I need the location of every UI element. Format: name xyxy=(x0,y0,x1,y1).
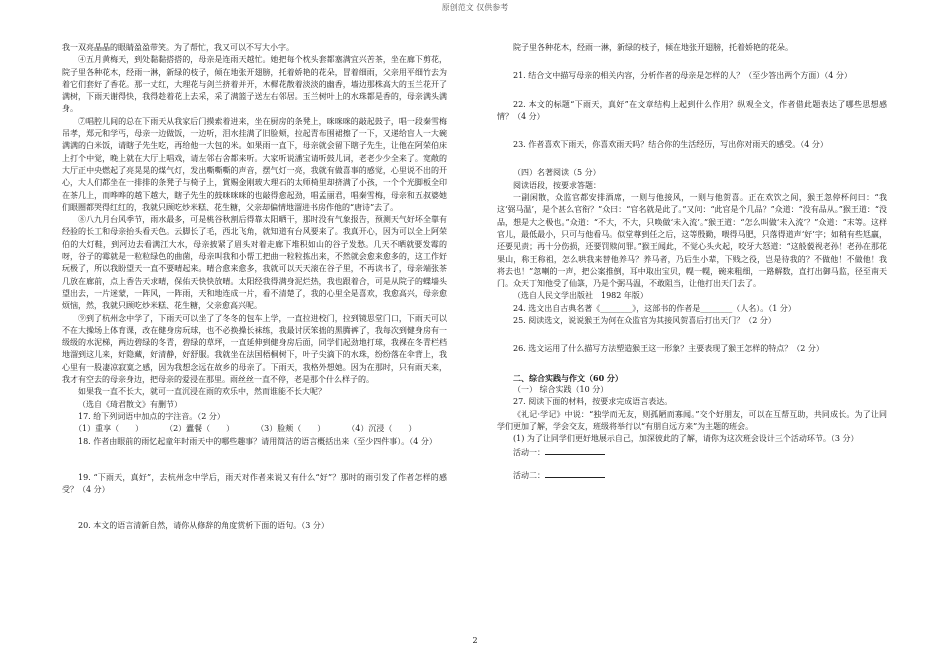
page-header: 原创范文 仅供参考 xyxy=(441,3,509,12)
paragraph-0: 我一双亮晶晶的眼睛盈盈带笑。为了帮忙，我又可以不写大小字。 xyxy=(62,43,294,52)
question-20: 20. 本文的语言清新自然，请你从修辞的角度赏析下面的语句。（3 分） xyxy=(78,521,329,531)
question-18: 18. 作者由眼前的雨忆起童年时雨天中的哪些趣事？请用简洁的语言概括出来（至少四件事）。（4 分） xyxy=(78,436,437,446)
quoted-sentence: 院子里各种花木，经雨一淋，新绿的枝子，倾在地张开翅膀，托着娇艳的花朵。 xyxy=(513,43,793,52)
option-3: （3）脸颊（ ） xyxy=(256,424,326,434)
activity-1 xyxy=(497,445,887,459)
question-17: 17. 给下列词语中加点的字注音。（2 分） xyxy=(78,411,225,421)
activity-1-label: 活动一： xyxy=(513,448,545,458)
activity-2-label: 活动二： xyxy=(513,470,545,480)
activity-2 xyxy=(497,468,887,482)
option-1: （1）重享（ ） xyxy=(74,424,144,434)
question-24: 24. 选文出自古典名著《________》，这部书的作者是________（人名）。（1 分） xyxy=(513,303,796,313)
paragraph-9: ⑨到了杭州念中学了，下雨天可以坐了了冬冬的包车上学，一直拉进校门，拉到镜思堂门口，下雨天可以不在大操场上体育课，改在健身房玩球，也不必换操长袜练，我最讨厌笨拙的黑腾裤了，我每次到健身房有一级级的水泥梯，两边碧绿的冬青，碧绿的草坪，一直延伸到健身房后面，同学们起劲地打球，我裸在冬青栏档地溜到这儿来，好隐藏，好清静，好舒服。我就坐在法国梧桐树下，叶子尖滴下的水珠，纷纷落在伞背上，我心里有一股凄凉寂寞之感，因为我想念远在故乡的母亲了。下雨天，我格外想她。因为在那时，只有雨天来，我才有空去的母亲身边，把母亲的爱浸在那里。雨丝丝一直不停，老是那个什么样子的。 xyxy=(62,313,447,385)
question-27: 27. 阅读下面的材料，按要求完成语言表达。 xyxy=(513,397,673,407)
question-22: 22. 本文的标题“下雨天，真好”在文章结构上起到什么作用？纵观全文，作者借此题表达了哪些思想感情？（4 分） xyxy=(497,99,887,121)
left-column xyxy=(62,42,447,533)
option-4: （4）沉浸（ ） xyxy=(347,424,417,434)
passage-source: （选自人民文学出版社 1982 年版） xyxy=(513,291,648,301)
paragraph-4: ④五月黄梅天，到处黏黏搭搭的，母亲是连雨天越忙。她把每个枕头套都塞满宜兴苦茶，坐在廊下剪花，院子里各种花木，经雨一淋，新绿的枝子，倾在地张开翅膀，托着娇艳的花朵，冒着细雨，父亲用平细竹去为着它们套好了香花。那一丈红，大理花与剑兰挤着并开，木樨花散着淡淡的幽香，墙边那株高大的玉兰花开了满树，下雨天谢得快，我得趁着花上去采，采了满篮子送左右邻居。玉兰树叶上的水珠都是香的，母亲满头满身。 xyxy=(62,55,447,114)
question-23: 23. 作者喜欢下雨天，你喜欢雨天吗？结合你的生活经历，写出你对雨天的感受。（4 分） xyxy=(513,140,828,150)
paragraph-8: ⑧八九月台风季节，雨水最多，可是桃谷秋割后得靠太阳晒干，那时没有气象报告，预测天气好坏全靠有经验的长工和母亲抬头看天色。云脚长了毛，西北飞角，就知道有台风要来了。我真开心，因为可以全上阿荣伯的大灯鞋，到河边去看满江大水，母亲披紧了眉头对着走廊下堆积如山的谷子发愁。几天不晒就要发霉的呀，谷子的霉就是一粒粒绿色的曲菌，母亲叫我和小帮工把曲一粒粒拣出来，不然就会愈来愈多的，这工作好玩极了，所以我盼望天一直不要晴起来。晴合愈来愈多，我就可以天天滚在谷子里，不再读书了，母亲端张茶几放在廊前，点上香告天求晴，保佑天快快放晴。太阳经我得满身泥烂热，我也跟着合，可是从院子的蝶墙头望出去，一片迷蒙，一阵风，一阵雨，天和地连成一片，看不清楚了，我的心里全是喜欢，我愈高兴，母亲愈烦恼，然，我就只顾吃炒米糕、花生糖，父亲愈高兴呢。 xyxy=(62,215,447,311)
question-19: 19. “下雨天，真好”，去杭州念中学后，雨天对作者来说又有什么“好”？那时的雨引发了作者怎样的感受？（4 分） xyxy=(62,472,447,495)
source-note: （选自《琦君散文》有删节） xyxy=(78,399,182,409)
paragraph-10: 如果我一直不长大，就可一直沉浸在雨的欢乐中，然而谁能不长大呢？ xyxy=(78,387,326,397)
question-25: 25. 阅读选文，说说猴王为何在众监官为其接风贺喜后打出天门？（2 分） xyxy=(513,316,776,326)
question-21: 21. 结合文中描写母亲的相关内容，分析作者的母亲是怎样的人？（至少答出两个方面）（4 分） xyxy=(513,71,852,81)
question-27-material: 《礼记·学记》中说：“独学而无友，则孤陋而寡闻。”交个好朋友，可以在互帮互助，共同成长。为了让同学们更加了解，学会交友，班级将举行以“有朋自远方来”为主题的班会。 xyxy=(497,409,887,431)
question-27-1: (1) 为了让同学们更好地展示自己，加深彼此的了解，请你为这次班会设计三个活动环节。（3 分） xyxy=(513,434,859,444)
right-column xyxy=(497,42,887,482)
paragraph-7: ⑦唱腔儿间的总在下雨天从我家后门摸索着进来，坐在厨房的条凳上，咪咪咪的敲起鼓子，唱一段秦雪梅吊孝，郑元和学丐，母亲一边做饭，一边听，泪水挂满了旧脸颊，拉起青布围裙擦了一下，又递给盲人一大碗满满的白米饭，请瞎子先生吃，再给他一大包的米。如果雨一直下，母亲就会留下瞎子先生，让他在阿荣伯床上打个中觉，晚上就在大厅上唱戏，请左邻右舍都来听。大家听说潘宝请听鼓儿词，老老少少全来了。宽敞的大厅正中央燃起了亮晃晃的煤气灯，发出嘶嘶嘶的声音，摆气灯一亮，我就有做喜事的感觉，心里说不出的开心，大人们都坐在一排排的条凳子与椅子上，賞赐金刚玻大理石的太师椅里却挤满了小孩，一个个光脚板全印在茶几上，而哗哗的越下越大，瞎子先生的鼓咪咪咪的也敲得愈起劲，唱孟丽君，唱秦雪梅，母亲和五叔婆她们眼圈都哭得红红的，我就只顾吃炒米糕、花生糖，父亲却偏情地溜进书房作他的“唐诗”去了。 xyxy=(62,116,447,212)
activity-1-blank[interactable] xyxy=(545,445,605,455)
question-17-options xyxy=(74,423,447,435)
section-2-sub: （一） 综合实践（10 分） xyxy=(513,384,609,394)
section-4-intro: 阅读语段，按要求答题： xyxy=(513,180,601,190)
question-26: 26. 选文运用了什么描写方法塑造猴王这一形象？主要表现了猴王怎样的特点？（2 分） xyxy=(513,344,824,354)
section-2-title: 二、综合实践与作文（60 分） xyxy=(513,372,623,383)
section-4-title: （四）名著阅读（5 分） xyxy=(513,168,601,178)
option-2: （2）蠹餐（ ） xyxy=(165,424,235,434)
novel-passage: 一副闲散，众监官都安排酒席，一则与他接风，一则与他贺喜。正在欢饮之间，猴王忽停杯问曰：“我这‘弼马温’，是个甚么官衔？”众曰：“官名就是此了。”又问：“此官是个几品？”众道：“没有品从。”猴王道：“没品，想是大之极也。”众道：“不大，不大，只唤做‘未入流’。”猴王道：“怎么叫做‘未入流’？”众道：“末等。这样官儿，最低最小，只可与他看马。似堂尊到任之后，这等殷勤，喂得马肥，只落得道声‘好’字；如稍有些尪羸，还要见责；再十分伤损，还要罚赎问罪。”猴王闻此，不觉心头火起，咬牙大怒道：“这般藐视老孙！老孙在那花果山，称王称祖，怎么哄我来替他养马？养马者，乃后生小辈，下贱之役，岂是待我的？不做他！不做他！我将去也！”忽喇的一声，把公案推倒，耳中取出宝贝，幌一幌，碗来粗细，一路解数，直打出御马监，径至南天门。众天丁知他受了仙箓，乃是个弼马温，不敢阻当，让他打出天门去了。 xyxy=(497,193,887,289)
activity-2-blank[interactable] xyxy=(545,468,605,478)
page-number: 2 xyxy=(472,636,478,645)
